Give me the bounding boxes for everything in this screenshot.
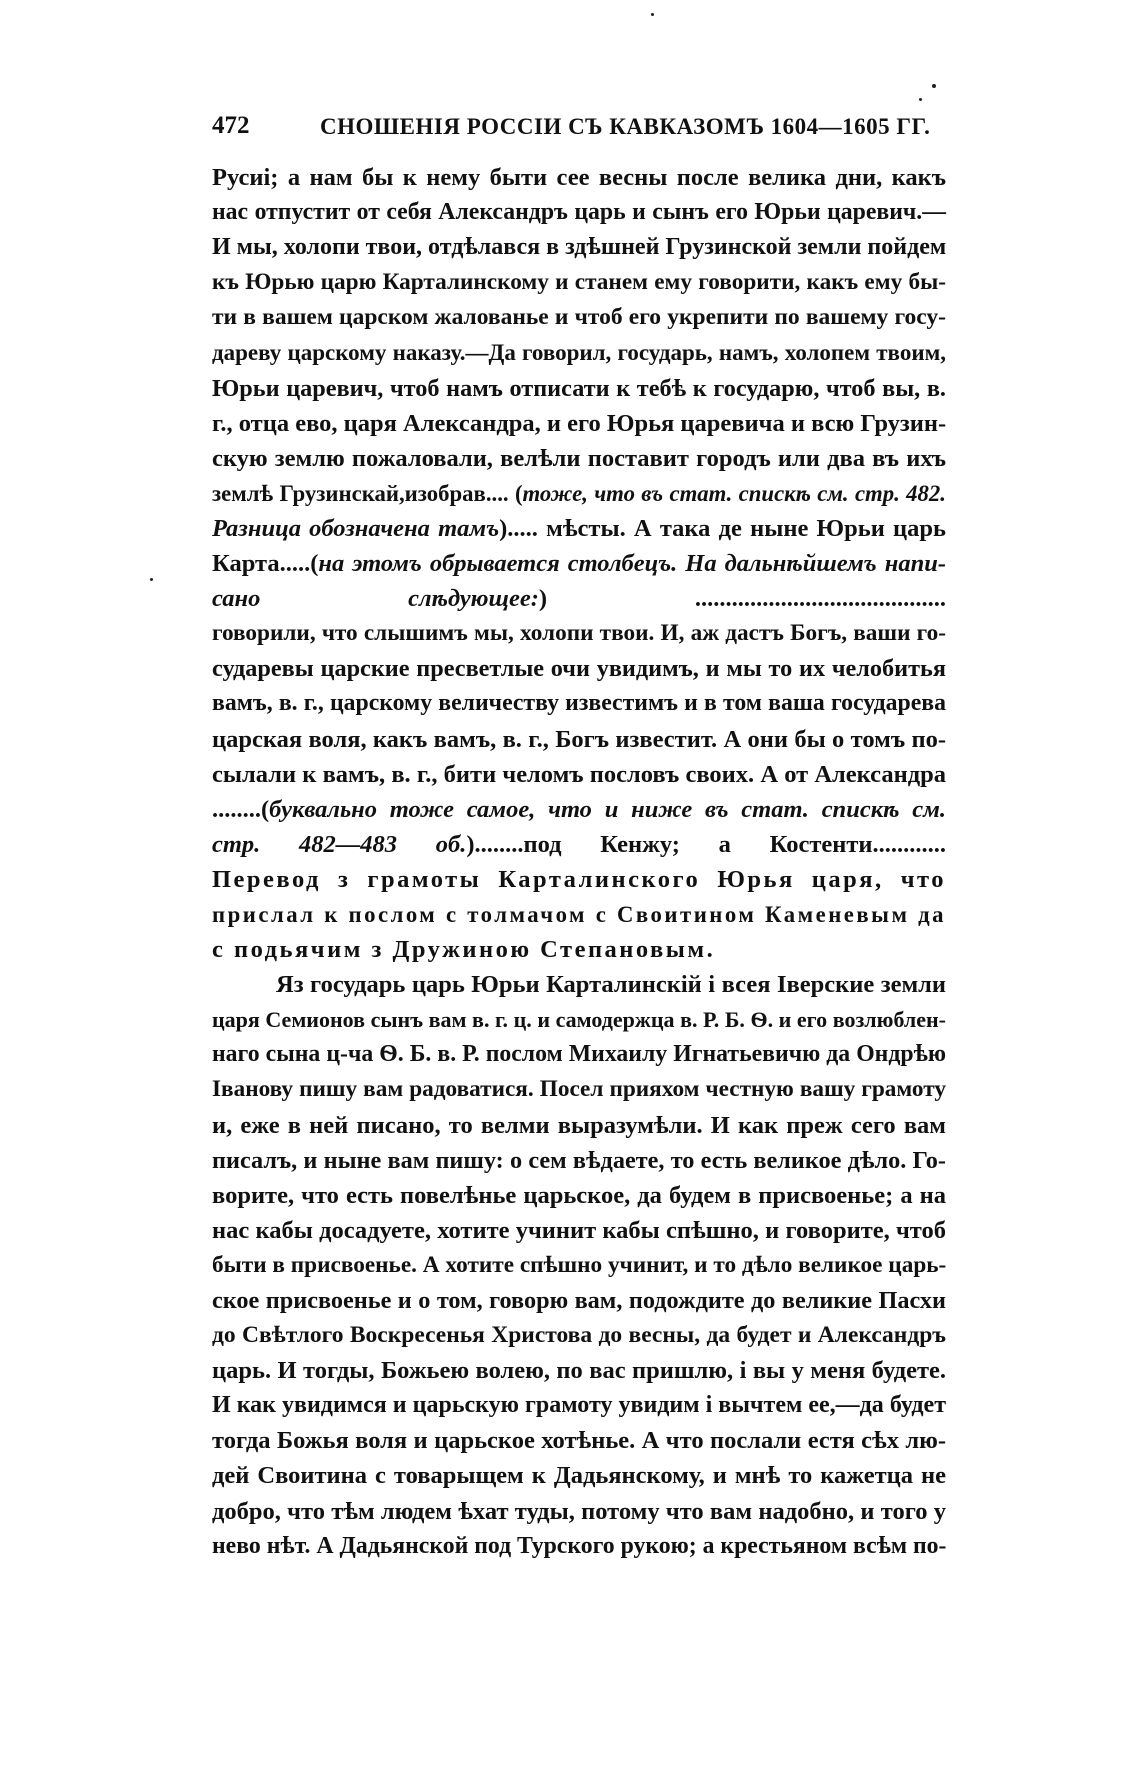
text-run: прислал к послом с толмачом с Своитином Каменевым да (212, 901, 946, 927)
print-speck (919, 98, 922, 101)
text-line (212, 827, 946, 862)
text-line (212, 1353, 946, 1388)
text-run: ........( (212, 795, 270, 823)
text-run: нас отпустит от себя Александръ царь и сынъ его Юрьи царевич.— (212, 199, 946, 226)
text-line (212, 1143, 946, 1178)
text-line (212, 581, 946, 616)
text-line (212, 335, 946, 370)
editorial-note: стр. 482—483 об. (212, 830, 467, 858)
text-run: ворите, что есть повелѣнье царьское, да будем в присвоенье; а на (212, 1181, 946, 1209)
text-run: говорили, что слышимъ мы, холопи твои. И, аж дастъ Богъ, ваши го- (212, 620, 946, 647)
text-line (212, 722, 946, 757)
text-line (212, 1423, 946, 1458)
section-heading-line (212, 862, 946, 897)
text-line (212, 1002, 946, 1037)
text-run: добро, что тѣм людем ѣхат туды, потому что вам надобно, и того у (212, 1497, 946, 1525)
text-line (212, 546, 946, 581)
text-run: с подьячим з Дружиною Степановым. (212, 936, 716, 964)
text-run: царя Семионов сынъ вам в. г. ц. и самодержца в. Р. Б. Ѳ. и его возлюблен- (212, 1007, 946, 1033)
text-run: землѣ Грузинскай,изобрав.... ( (212, 480, 523, 506)
text-line (212, 195, 946, 230)
text-line (212, 651, 946, 686)
text-line (212, 616, 946, 651)
text-run: ское присвоенье и о том, говорю вам, подождите до великие Пасхи (212, 1287, 946, 1314)
text-run: Перевод з грамоты Карталинского Юрья царя, что (212, 865, 946, 893)
text-run: писалъ, и ныне вам пишу: о сем вѣдаете, то есть великое дѣло. Го- (212, 1146, 946, 1174)
running-head: СНОШЕНІЯ РОССІИ СЪ КАВКАЗОМЪ 1604—1605 ГГ. (320, 114, 931, 139)
text-line (212, 230, 946, 265)
text-line (212, 476, 946, 511)
text-line (212, 406, 946, 441)
text-line (212, 686, 946, 721)
text-run: )........под Кенжу; а Костенти............ (466, 830, 946, 858)
body-text (212, 160, 946, 1564)
text-line (212, 1072, 946, 1107)
text-run: тогда Божья воля и царьское хотѣнье. А что послали естя сѣх лю- (212, 1427, 946, 1455)
text-run: Русиі; а нам бы к нему быти сее весны после велика дни, какъ (212, 164, 946, 191)
text-run: до Свѣтлого Воскресенья Христова до весны, да будет и Александръ (212, 1322, 946, 1349)
text-line (212, 1458, 946, 1493)
text-run: Карта.....( (212, 550, 319, 578)
text-line (212, 1529, 946, 1564)
text-line (212, 967, 946, 1002)
text-run: дареву царскому наказу.—Да говорил, государь, намъ, холопем твоим, (212, 340, 946, 366)
text-run: Іванову пишу вам радоватися. Посел прияхом честную вашу грамоту (212, 1076, 946, 1103)
text-run: быти в присвоенье. А хотите спѣшно учинит, и то дѣло великое царь- (212, 1251, 947, 1278)
text-run: Юрьи царевич, чтоб намъ отписати к тебѣ к государю, чтоб вы, в. (212, 374, 946, 402)
text-line (212, 300, 946, 335)
text-run: скую землю пожаловали, велѣли поставит городъ или два въ ихъ (212, 444, 946, 472)
text-line (212, 1037, 946, 1072)
print-speck (932, 84, 936, 88)
text-line (212, 1178, 946, 1213)
text-run: наго сына ц-ча Ѳ. Б. в. Р. послом Михаилу Игнатьевичю да Ондрѣю (212, 1041, 946, 1068)
print-speck (150, 578, 153, 581)
text-line (212, 792, 946, 827)
text-run: И как увидимся и царьскую грамоту увидим і вычтем ее,—да будет (212, 1392, 946, 1419)
text-run: сударевы царские пресветлые очи увидимъ, и мы то их челобитья (212, 655, 946, 683)
editorial-note: на этомъ обрывается столбецъ. На дальнѣйшемъ напи- (318, 550, 946, 578)
editorial-note: Разница обозначена тамъ (212, 514, 500, 542)
text-line (212, 371, 946, 406)
text-run: царская воля, какъ вамъ, в. г., Богъ известит. А они бы о томъ по- (212, 725, 946, 753)
text-line (212, 1283, 946, 1318)
editorial-note: сано слѣдующее: (212, 585, 539, 613)
text-run: нас кабы досадуете, хотите учинит кабы спѣшно, и говорите, чтоб (212, 1216, 946, 1244)
text-run: Яз государь царь Юрьи Карталинскій і всея Іверские земли (276, 971, 946, 999)
text-line (212, 1318, 946, 1353)
text-run: г., отца ево, царя Александра, и его Юрья царевича и всю Грузин- (212, 409, 947, 437)
text-line (212, 160, 946, 195)
section-heading-line (212, 932, 946, 967)
text-line (212, 511, 946, 546)
editorial-note: тоже, что въ стат. спискѣ см. стр. 482. (522, 480, 946, 506)
text-run: къ Юрью царю Карталинскому и станем ему говорити, какъ ему бы- (212, 269, 946, 296)
text-run: царь. И тогды, Божьею волею, по вас пришлю, і вы у меня будете. (212, 1357, 946, 1385)
text-run: )..... мѣсты. А така де ныне Юрьи царь (499, 514, 946, 542)
editorial-note: буквально тоже самое, что и ниже въ стат. спискѣ см. (269, 795, 946, 823)
print-speck (651, 13, 654, 16)
text-run: ти в вашем царском жалованье и чтоб его укрепити по вашему госу- (212, 304, 946, 331)
text-line (212, 265, 946, 300)
text-line (212, 441, 946, 476)
text-run: и, еже в ней писано, то велми выразумѣли. И как преж сего вам (212, 1111, 946, 1139)
text-run: И мы, холопи твои, отдѣлався в здѣшней Грузинской земли пойдем (212, 234, 947, 261)
text-run: сылали к вамъ, в. г., бити челомъ пословъ своих. А от Александра (212, 760, 946, 788)
text-run: вамъ, в. г., царскому величеству известимъ и в том ваша государева (212, 690, 946, 717)
page-number: 472 (212, 112, 250, 139)
text-run: нево нѣт. А Дадьянской под Турского рукою; а крестьяном всѣм по- (212, 1532, 947, 1559)
text-line (212, 1108, 946, 1143)
text-line (212, 757, 946, 792)
text-run: ) ......................................... (538, 585, 946, 613)
text-line (212, 1213, 946, 1248)
text-line (212, 1248, 946, 1283)
text-line (212, 1494, 946, 1529)
text-run: дей Своитина с товарыщем к Дадьянскому, и мнѣ то кажетца не (212, 1462, 946, 1490)
page-header (212, 112, 932, 146)
section-heading-line (212, 897, 946, 932)
text-line (212, 1388, 946, 1423)
